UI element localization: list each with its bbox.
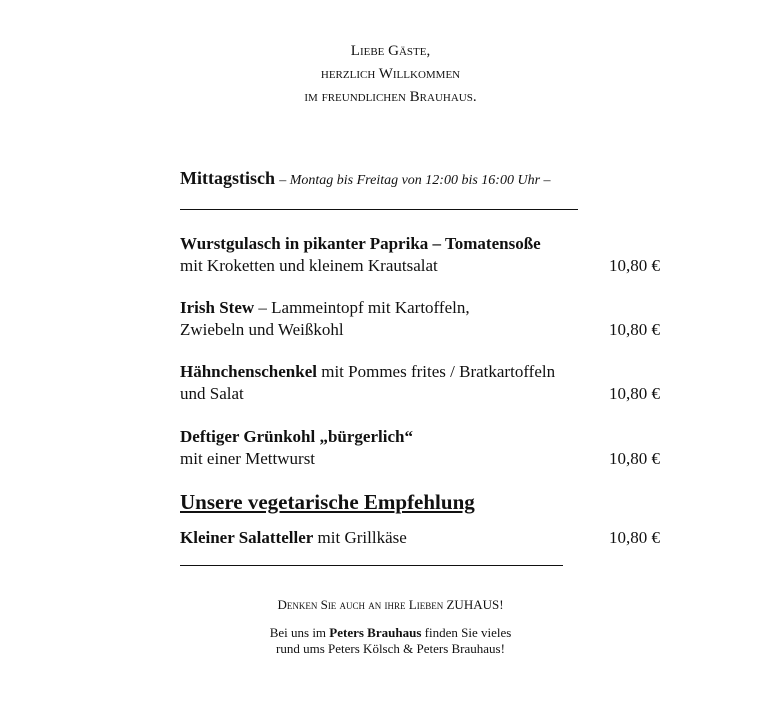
dish-description: mit einer Mettwurst <box>180 449 316 468</box>
footer-notice <box>0 597 781 613</box>
footer-notice-text: Denken Sie auch an ihre Lieben ZUHAUS! <box>277 597 504 612</box>
greeting-line-3: im freundlichen Brauhaus. <box>304 89 477 105</box>
footer-info-line-2: rund ums Peters Kölsch & Peters Brauhaus! <box>276 641 505 656</box>
menu-item-wurstgulasch <box>180 233 660 277</box>
menu-item-gruenkohl <box>180 426 660 470</box>
dish-price: 10,80 € <box>609 256 660 275</box>
menu-item-irish-stew <box>180 297 660 341</box>
footer-brand: Peters Brauhaus <box>329 625 422 640</box>
dish-name: Hähnchenschenkel <box>180 362 317 381</box>
greeting-line-1: Liebe Gäste, <box>350 43 431 59</box>
dish-name: Kleiner Salatteller <box>180 528 314 547</box>
dish-price: 10,80 € <box>609 320 660 339</box>
lunch-heading <box>180 168 551 189</box>
menu-item-haehnchenschenkel <box>180 361 660 405</box>
dish-description: mit Grillkäse <box>313 528 407 547</box>
vegetarian-heading: Unsere vegetarische Empfehlung <box>180 490 475 514</box>
dish-price: 10,80 € <box>609 449 660 468</box>
dish-price: 10,80 € <box>609 384 660 403</box>
greeting-line-2: herzlich Willkommen <box>320 66 461 82</box>
divider-bottom <box>180 565 563 566</box>
footer-info-suffix: finden Sie vieles <box>421 625 512 640</box>
dish-name: Deftiger Grünkohl „bürgerlich“ <box>180 427 413 446</box>
divider-top <box>180 209 578 210</box>
greeting <box>0 40 781 109</box>
dish-description: mit Kroketten und kleinem Krautsalat <box>180 256 438 275</box>
dish-description: – Lammeintopf mit Kartoffeln, <box>254 298 470 317</box>
dish-description-line-2: Zwiebeln und Weißkohl <box>180 320 344 339</box>
lunch-hours: – Montag bis Freitag von 12:00 bis 16:00 Uhr – <box>279 173 551 188</box>
menu-item-salatteller <box>180 527 660 549</box>
dish-name: Irish Stew <box>180 298 255 317</box>
lunch-title: Mittagstisch <box>180 168 275 188</box>
dish-name: Wurstgulasch in pikanter Paprika – Tomatensoße <box>180 234 541 253</box>
dish-price: 10,80 € <box>609 528 660 547</box>
dish-description: mit Pommes frites / Bratkartoffeln <box>316 362 556 381</box>
dish-description-line-2: und Salat <box>180 384 244 403</box>
footer-info <box>0 625 781 657</box>
footer-info-prefix: Bei uns im <box>269 625 330 640</box>
